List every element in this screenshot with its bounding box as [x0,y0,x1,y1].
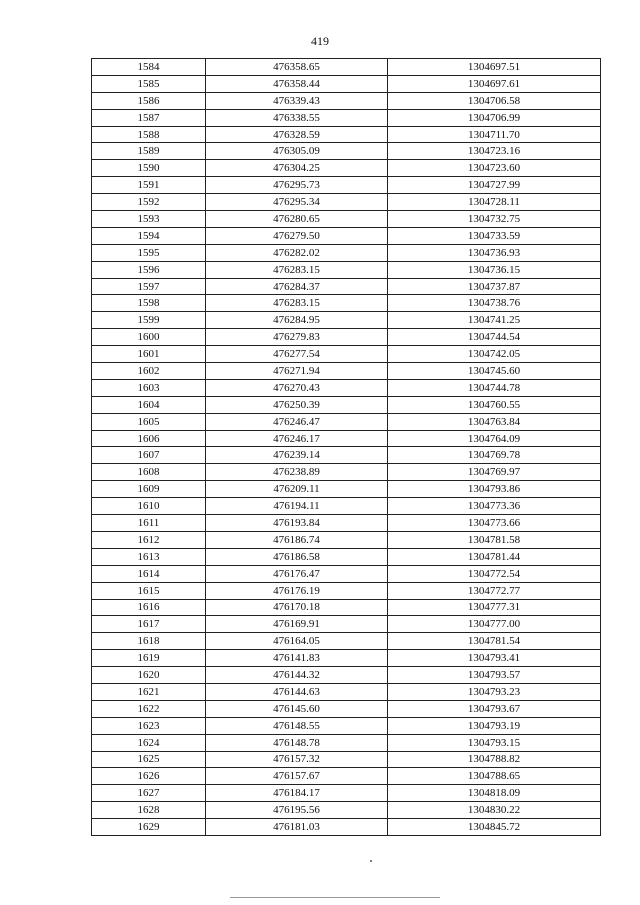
x-coordinate-cell: 476284.95 [206,312,388,329]
point-number-cell: 1611 [92,515,206,532]
x-coordinate-cell: 476338.55 [206,109,388,126]
x-coordinate-cell: 476283.15 [206,295,388,312]
y-coordinate-cell: 1304773.36 [388,498,601,515]
y-coordinate-cell: 1304764.09 [388,430,601,447]
x-coordinate-cell: 476282.02 [206,244,388,261]
y-coordinate-cell: 1304788.82 [388,751,601,768]
x-coordinate-cell: 476181.03 [206,819,388,836]
point-number-cell: 1596 [92,261,206,278]
y-coordinate-cell: 1304732.75 [388,211,601,228]
point-number-cell: 1589 [92,143,206,160]
x-coordinate-cell: 476284.37 [206,278,388,295]
table-row [92,194,601,211]
x-coordinate-cell: 476145.60 [206,700,388,717]
x-coordinate-cell: 476157.67 [206,768,388,785]
y-coordinate-cell: 1304781.58 [388,531,601,548]
y-coordinate-cell: 1304793.41 [388,650,601,667]
point-number-cell: 1586 [92,92,206,109]
x-coordinate-cell: 476141.83 [206,650,388,667]
x-coordinate-cell: 476169.91 [206,616,388,633]
table-row [92,261,601,278]
y-coordinate-cell: 1304818.09 [388,785,601,802]
y-coordinate-cell: 1304773.66 [388,515,601,532]
coordinate-table-body [92,59,601,836]
table-row [92,633,601,650]
table-row [92,211,601,228]
point-number-cell: 1629 [92,819,206,836]
point-number-cell: 1591 [92,177,206,194]
table-row [92,548,601,565]
point-number-cell: 1610 [92,498,206,515]
y-coordinate-cell: 1304733.59 [388,227,601,244]
y-coordinate-cell: 1304697.61 [388,75,601,92]
point-number-cell: 1618 [92,633,206,650]
x-coordinate-cell: 476358.65 [206,59,388,76]
x-coordinate-cell: 476283.15 [206,261,388,278]
point-number-cell: 1599 [92,312,206,329]
y-coordinate-cell: 1304793.57 [388,667,601,684]
table-row [92,396,601,413]
point-number-cell: 1590 [92,160,206,177]
y-coordinate-cell: 1304793.15 [388,734,601,751]
y-coordinate-cell: 1304769.78 [388,447,601,464]
table-row [92,295,601,312]
point-number-cell: 1595 [92,244,206,261]
y-coordinate-cell: 1304744.54 [388,329,601,346]
table-row [92,109,601,126]
point-number-cell: 1621 [92,683,206,700]
x-coordinate-cell: 476358.44 [206,75,388,92]
x-coordinate-cell: 476250.39 [206,396,388,413]
table-row [92,498,601,515]
x-coordinate-cell: 476280.65 [206,211,388,228]
y-coordinate-cell: 1304745.60 [388,363,601,380]
table-row [92,700,601,717]
x-coordinate-cell: 476271.94 [206,363,388,380]
point-number-cell: 1608 [92,464,206,481]
table-row [92,683,601,700]
y-coordinate-cell: 1304793.23 [388,683,601,700]
x-coordinate-cell: 476246.47 [206,413,388,430]
y-coordinate-cell: 1304741.25 [388,312,601,329]
table-row [92,177,601,194]
y-coordinate-cell: 1304793.86 [388,481,601,498]
x-coordinate-cell: 476279.50 [206,227,388,244]
table-row [92,413,601,430]
page-number: 419 [311,34,329,48]
table-row [92,565,601,582]
bottom-rule [230,897,440,898]
y-coordinate-cell: 1304736.93 [388,244,601,261]
y-coordinate-cell: 1304711.70 [388,126,601,143]
x-coordinate-cell: 476157.32 [206,751,388,768]
point-number-cell: 1585 [92,75,206,92]
x-coordinate-cell: 476328.59 [206,126,388,143]
y-coordinate-cell: 1304736.15 [388,261,601,278]
point-number-cell: 1587 [92,109,206,126]
point-number-cell: 1600 [92,329,206,346]
point-number-cell: 1607 [92,447,206,464]
point-number-cell: 1588 [92,126,206,143]
table-row [92,717,601,734]
point-number-cell: 1613 [92,548,206,565]
point-number-cell: 1615 [92,582,206,599]
table-row [92,160,601,177]
x-coordinate-cell: 476164.05 [206,633,388,650]
table-row [92,464,601,481]
coordinate-table [91,58,601,836]
y-coordinate-cell: 1304772.54 [388,565,601,582]
point-number-cell: 1614 [92,565,206,582]
y-coordinate-cell: 1304728.11 [388,194,601,211]
table-row [92,92,601,109]
y-coordinate-cell: 1304781.44 [388,548,601,565]
x-coordinate-cell: 476184.17 [206,785,388,802]
point-number-cell: 1593 [92,211,206,228]
table-row [92,430,601,447]
y-coordinate-cell: 1304777.31 [388,599,601,616]
point-number-cell: 1616 [92,599,206,616]
x-coordinate-cell: 476339.43 [206,92,388,109]
table-row [92,802,601,819]
table-row [92,329,601,346]
y-coordinate-cell: 1304769.97 [388,464,601,481]
point-number-cell: 1623 [92,717,206,734]
y-coordinate-cell: 1304793.67 [388,700,601,717]
x-coordinate-cell: 476148.78 [206,734,388,751]
x-coordinate-cell: 476195.56 [206,802,388,819]
y-coordinate-cell: 1304737.87 [388,278,601,295]
x-coordinate-cell: 476193.84 [206,515,388,532]
point-number-cell: 1619 [92,650,206,667]
point-number-cell: 1628 [92,802,206,819]
point-number-cell: 1627 [92,785,206,802]
x-coordinate-cell: 476295.34 [206,194,388,211]
point-number-cell: 1605 [92,413,206,430]
table-row [92,650,601,667]
table-row [92,126,601,143]
y-coordinate-cell: 1304744.78 [388,379,601,396]
table-row [92,785,601,802]
table-row [92,819,601,836]
table-row [92,582,601,599]
x-coordinate-cell: 476305.09 [206,143,388,160]
x-coordinate-cell: 476279.83 [206,329,388,346]
table-row [92,312,601,329]
table-row [92,531,601,548]
point-number-cell: 1612 [92,531,206,548]
table-row [92,143,601,160]
point-number-cell: 1592 [92,194,206,211]
table-row [92,734,601,751]
table-row [92,515,601,532]
x-coordinate-cell: 476186.58 [206,548,388,565]
table-row [92,768,601,785]
table-row [92,599,601,616]
y-coordinate-cell: 1304723.60 [388,160,601,177]
y-coordinate-cell: 1304760.55 [388,396,601,413]
x-coordinate-cell: 476194.11 [206,498,388,515]
table-row [92,616,601,633]
y-coordinate-cell: 1304845.72 [388,819,601,836]
point-number-cell: 1604 [92,396,206,413]
table-row [92,481,601,498]
point-number-cell: 1625 [92,751,206,768]
x-coordinate-cell: 476148.55 [206,717,388,734]
x-coordinate-cell: 476239.14 [206,447,388,464]
x-coordinate-cell: 476186.74 [206,531,388,548]
point-number-cell: 1598 [92,295,206,312]
table-row [92,751,601,768]
point-number-cell: 1622 [92,700,206,717]
y-coordinate-cell: 1304697.51 [388,59,601,76]
stray-mark [370,860,372,862]
x-coordinate-cell: 476238.89 [206,464,388,481]
table-row [92,75,601,92]
table-row [92,379,601,396]
x-coordinate-cell: 476176.19 [206,582,388,599]
y-coordinate-cell: 1304706.58 [388,92,601,109]
point-number-cell: 1597 [92,278,206,295]
table-row [92,346,601,363]
x-coordinate-cell: 476304.25 [206,160,388,177]
x-coordinate-cell: 476270.43 [206,379,388,396]
x-coordinate-cell: 476144.32 [206,667,388,684]
table-row [92,278,601,295]
table-row [92,244,601,261]
x-coordinate-cell: 476295.73 [206,177,388,194]
y-coordinate-cell: 1304793.19 [388,717,601,734]
point-number-cell: 1594 [92,227,206,244]
table-row [92,667,601,684]
table-row [92,227,601,244]
y-coordinate-cell: 1304738.76 [388,295,601,312]
y-coordinate-cell: 1304772.77 [388,582,601,599]
y-coordinate-cell: 1304777.00 [388,616,601,633]
table-row [92,447,601,464]
x-coordinate-cell: 476176.47 [206,565,388,582]
y-coordinate-cell: 1304727.99 [388,177,601,194]
table-row [92,363,601,380]
point-number-cell: 1617 [92,616,206,633]
point-number-cell: 1584 [92,59,206,76]
point-number-cell: 1602 [92,363,206,380]
y-coordinate-cell: 1304706.99 [388,109,601,126]
y-coordinate-cell: 1304763.84 [388,413,601,430]
table-row [92,59,601,76]
point-number-cell: 1601 [92,346,206,363]
x-coordinate-cell: 476209.11 [206,481,388,498]
point-number-cell: 1609 [92,481,206,498]
y-coordinate-cell: 1304788.65 [388,768,601,785]
point-number-cell: 1606 [92,430,206,447]
point-number-cell: 1620 [92,667,206,684]
y-coordinate-cell: 1304781.54 [388,633,601,650]
point-number-cell: 1624 [92,734,206,751]
x-coordinate-cell: 476277.54 [206,346,388,363]
y-coordinate-cell: 1304830.22 [388,802,601,819]
x-coordinate-cell: 476144.63 [206,683,388,700]
point-number-cell: 1626 [92,768,206,785]
point-number-cell: 1603 [92,379,206,396]
x-coordinate-cell: 476170.18 [206,599,388,616]
y-coordinate-cell: 1304742.05 [388,346,601,363]
x-coordinate-cell: 476246.17 [206,430,388,447]
y-coordinate-cell: 1304723.16 [388,143,601,160]
